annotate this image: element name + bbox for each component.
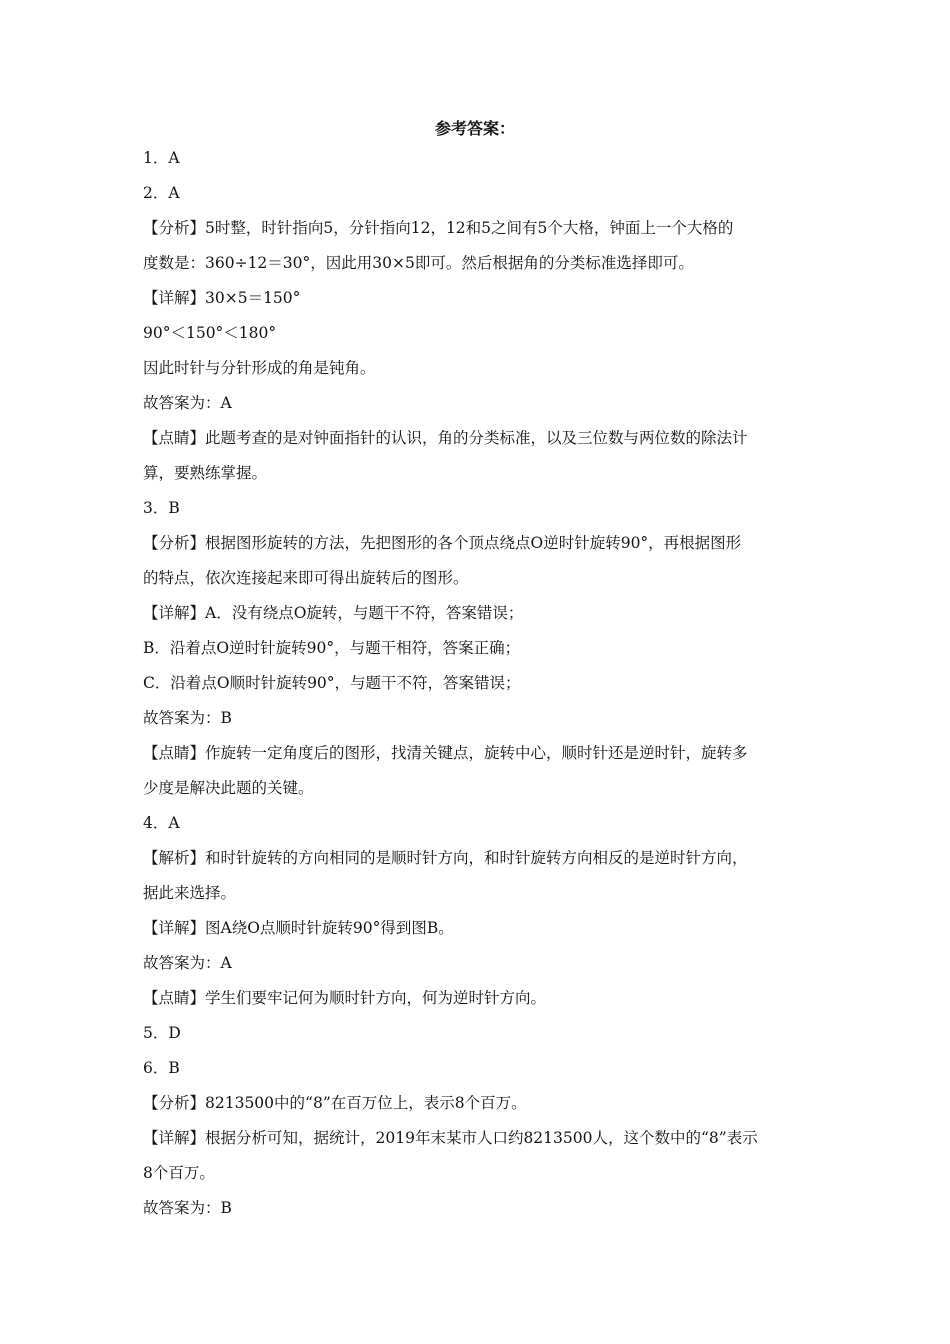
text-line: 6．B xyxy=(143,1059,180,1077)
text-line: 【点睛】此题考查的是对钟面指针的认识，角的分类标准，以及三位数与两位数的除法计 xyxy=(143,429,748,447)
text-line: 故答案为：B xyxy=(143,1199,232,1217)
text-line: 8个百万。 xyxy=(143,1164,215,1182)
text-line: 故答案为：B xyxy=(143,709,232,727)
text-line: 【详解】根据分析可知，据统计，2019年末某市人口约8213500人，这个数中的“8”表示 xyxy=(143,1129,758,1147)
text-line: 因此时针与分针形成的角是钝角。 xyxy=(143,359,376,377)
text-line: B．沿着点O逆时针旋转90°，与题干相符，答案正确； xyxy=(143,639,521,657)
text-line: 算，要熟练掌握。 xyxy=(143,464,268,482)
text-line: 【点睛】学生们要牢记何为顺时针方向，何为逆时针方向。 xyxy=(143,989,547,1007)
page-title: 参考答案： xyxy=(434,119,515,138)
text-line: 【详解】图A绕O点顺时针旋转90°得到图B。 xyxy=(143,919,454,937)
text-line: C．沿着点O顺时针旋转90°，与题干不符，答案错误； xyxy=(143,674,521,692)
text-line: 据此来选择。 xyxy=(143,884,237,902)
text-line: 2．A xyxy=(143,184,180,202)
text-line: 【解析】和时针旋转的方向相同的是顺时针方向，和时针旋转方向相反的是逆时针方向， xyxy=(143,849,748,867)
text-line: 故答案为：A xyxy=(143,394,232,412)
text-line: 的特点，依次连接起来即可得出旋转后的图形。 xyxy=(143,569,469,587)
answer-content xyxy=(143,141,803,1226)
text-line: 【点睛】作旋转一定角度后的图形，找清关键点，旋转中心，顺时针还是逆时针，旋转多 xyxy=(143,744,748,762)
text-line: 【分析】8213500中的“8”在百万位上，表示8个百万。 xyxy=(143,1094,527,1112)
text-line: 3．B xyxy=(143,499,180,517)
text-line: 90°＜150°＜180° xyxy=(143,324,277,342)
text-line: 少度是解决此题的关键。 xyxy=(143,779,314,797)
text-line: 1．A xyxy=(143,149,180,167)
text-line: 【分析】根据图形旋转的方法，先把图形的各个顶点绕点O逆时针旋转90°，再根据图形 xyxy=(143,534,742,552)
text-line: 故答案为：A xyxy=(143,954,232,972)
text-line: 【详解】A．没有绕点O旋转，与题干不符，答案错误； xyxy=(143,604,524,622)
text-line: 【分析】5时整，时针指向5，分针指向12，12和5之间有5个大格，钟面上一个大格的 xyxy=(143,219,734,237)
text-line: 度数是：360÷12＝30°，因此用30×5即可。然后根据角的分类标准选择即可。 xyxy=(143,254,694,272)
text-line: 4．A xyxy=(143,814,180,832)
text-line: 【详解】30×5＝150° xyxy=(143,289,301,307)
text-line: 5．D xyxy=(143,1024,181,1042)
